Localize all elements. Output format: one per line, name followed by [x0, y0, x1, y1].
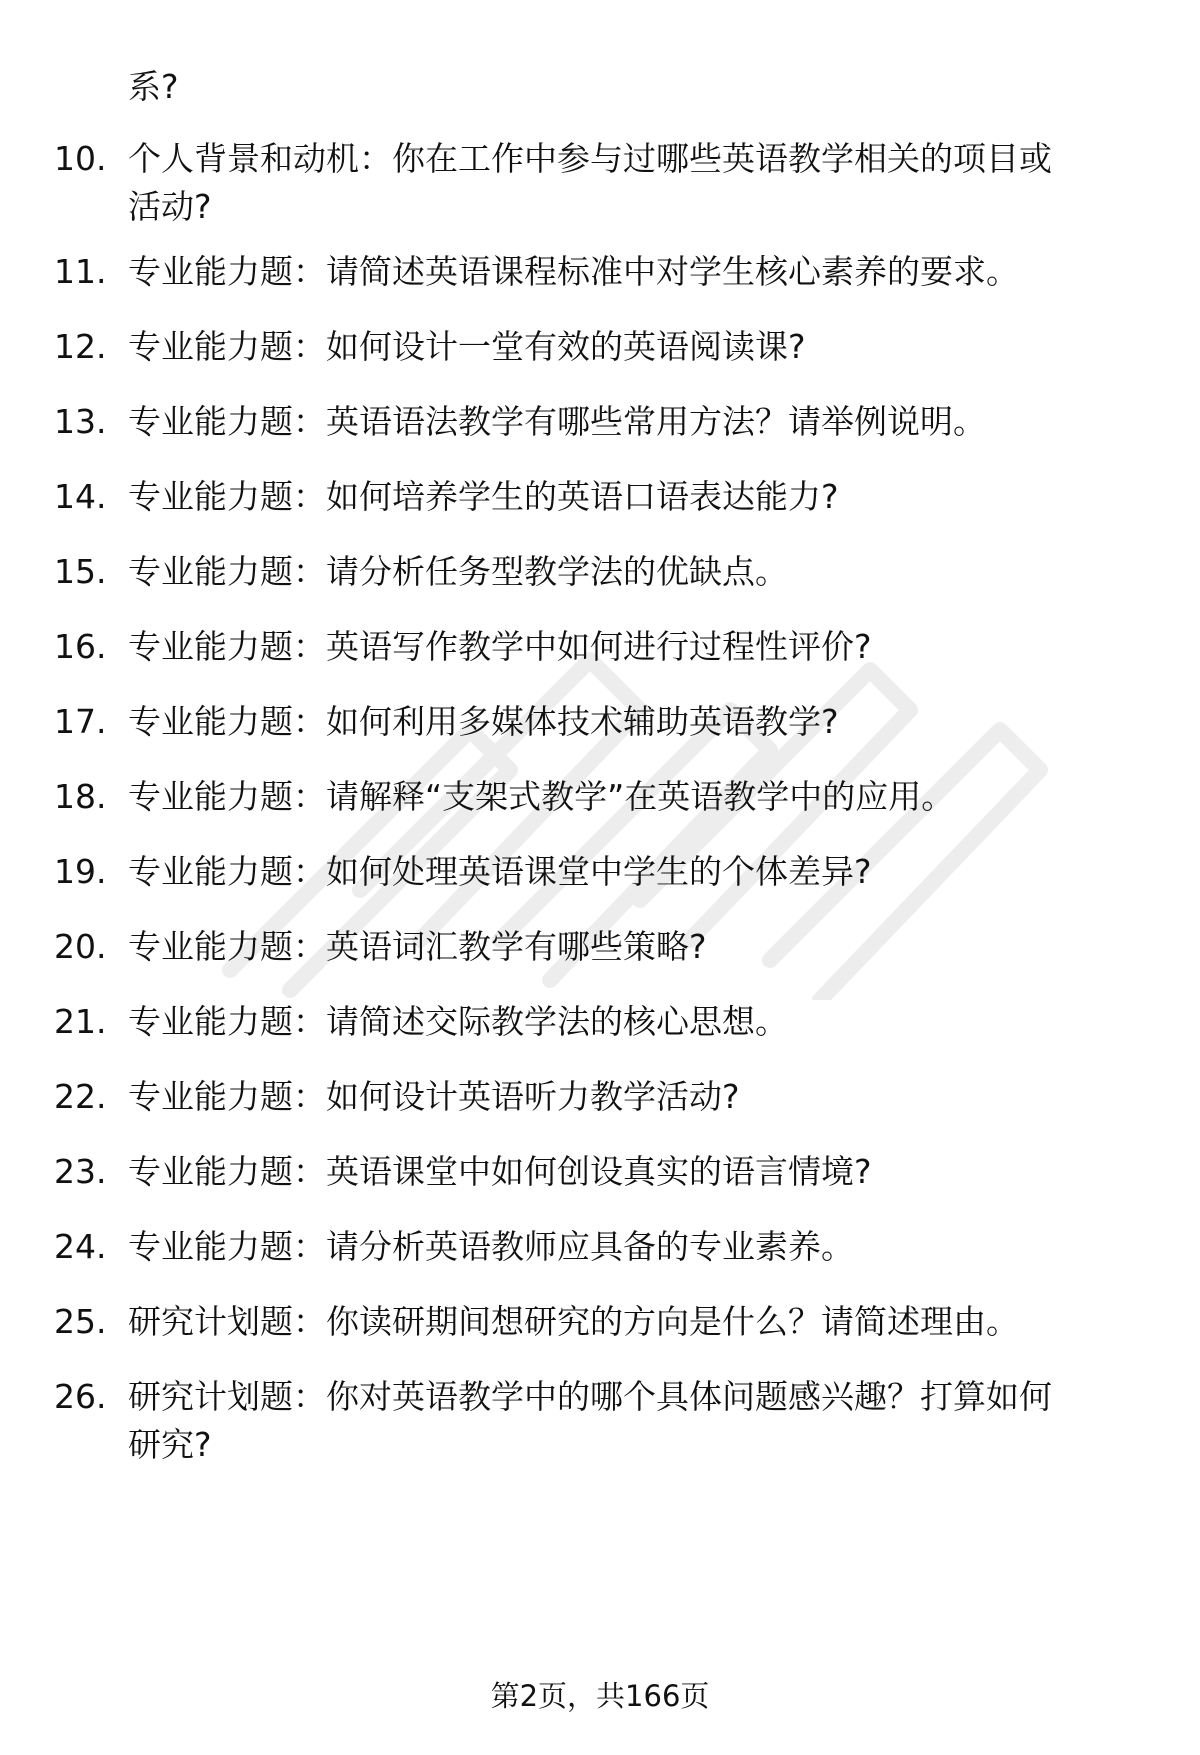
- list-item-number: 16.: [54, 627, 107, 666]
- list-item-text: [128, 135, 1148, 231]
- list-item-number: 17.: [54, 702, 107, 741]
- continued-text: 系?: [128, 67, 179, 106]
- list-item-text: [128, 623, 1148, 671]
- list-item-line: 专业能力题：英语课堂中如何创设真实的语言情境?: [128, 1152, 872, 1191]
- list-item-text: [128, 548, 1148, 596]
- list-item-line: 专业能力题：如何处理英语课堂中学生的个体差异?: [128, 852, 872, 891]
- list-item-text: [128, 248, 1148, 296]
- page-footer: 第2页，共166页: [490, 1679, 710, 1713]
- list-item-number: 11.: [54, 252, 107, 291]
- list-item-text: [128, 398, 1148, 446]
- list-item-number: 22.: [54, 1077, 107, 1116]
- list-item-text: [128, 473, 1148, 521]
- list-item-line: 专业能力题：如何设计英语听力教学活动?: [128, 1077, 740, 1116]
- list-item-number: 13.: [54, 402, 107, 441]
- list-item-line: 专业能力题：英语词汇教学有哪些策略?: [128, 927, 707, 966]
- list-item-number: 12.: [54, 327, 107, 366]
- list-item-line: 专业能力题：请简述英语课程标准中对学生核心素养的要求。: [128, 252, 1019, 291]
- list-item-number: 20.: [54, 927, 107, 966]
- list-item-line: 专业能力题：请分析任务型教学法的优缺点。: [128, 552, 788, 591]
- list-item-text: [128, 698, 1148, 746]
- list-item-text: [128, 323, 1148, 371]
- list-item-number: 25.: [54, 1302, 107, 1341]
- list-item-line: 个人背景和动机：你在工作中参与过哪些英语教学相关的项目或: [128, 139, 1052, 178]
- list-item-number: 23.: [54, 1152, 107, 1191]
- list-item-number: 24.: [54, 1227, 107, 1266]
- list-item-line: 专业能力题：如何利用多媒体技术辅助英语教学?: [128, 702, 839, 741]
- list-item-text: [128, 1298, 1148, 1346]
- list-item-text: [128, 1148, 1148, 1196]
- list-item-number: 18.: [54, 777, 107, 816]
- list-item-number: 19.: [54, 852, 107, 891]
- list-item-text: [128, 773, 1148, 821]
- list-item-line: 专业能力题：如何设计一堂有效的英语阅读课?: [128, 327, 806, 366]
- list-item-text: [128, 998, 1148, 1046]
- list-item-text: [128, 848, 1148, 896]
- list-item-number: 14.: [54, 477, 107, 516]
- list-item-text: [128, 1073, 1148, 1121]
- list-item-line: 专业能力题：英语语法教学有哪些常用方法？请举例说明。: [128, 402, 986, 441]
- list-item-line: 研究计划题：你对英语教学中的哪个具体问题感兴趣？打算如何: [128, 1377, 1052, 1416]
- list-item-line: 研究计划题：你读研期间想研究的方向是什么？请简述理由。: [128, 1302, 1019, 1341]
- list-item-line: 专业能力题：英语写作教学中如何进行过程性评价?: [128, 627, 872, 666]
- list-item-line: 研究?: [128, 1425, 212, 1464]
- list-item-line: 活动?: [128, 187, 212, 226]
- list-item-text: [128, 1223, 1148, 1271]
- list-item-number: 10.: [54, 139, 107, 178]
- list-item-text: [128, 1373, 1148, 1469]
- list-item-line: 专业能力题：请解释“支架式教学”在英语教学中的应用。: [128, 777, 955, 816]
- list-item-number: 21.: [54, 1002, 107, 1041]
- list-item-line: 专业能力题：请简述交际教学法的核心思想。: [128, 1002, 788, 1041]
- list-item-number: 15.: [54, 552, 107, 591]
- list-item-number: 26.: [54, 1377, 107, 1416]
- list-item-text: [128, 923, 1148, 971]
- list-item-line: 专业能力题：请分析英语教师应具备的专业素养。: [128, 1227, 854, 1266]
- list-item-line: 专业能力题：如何培养学生的英语口语表达能力?: [128, 477, 839, 516]
